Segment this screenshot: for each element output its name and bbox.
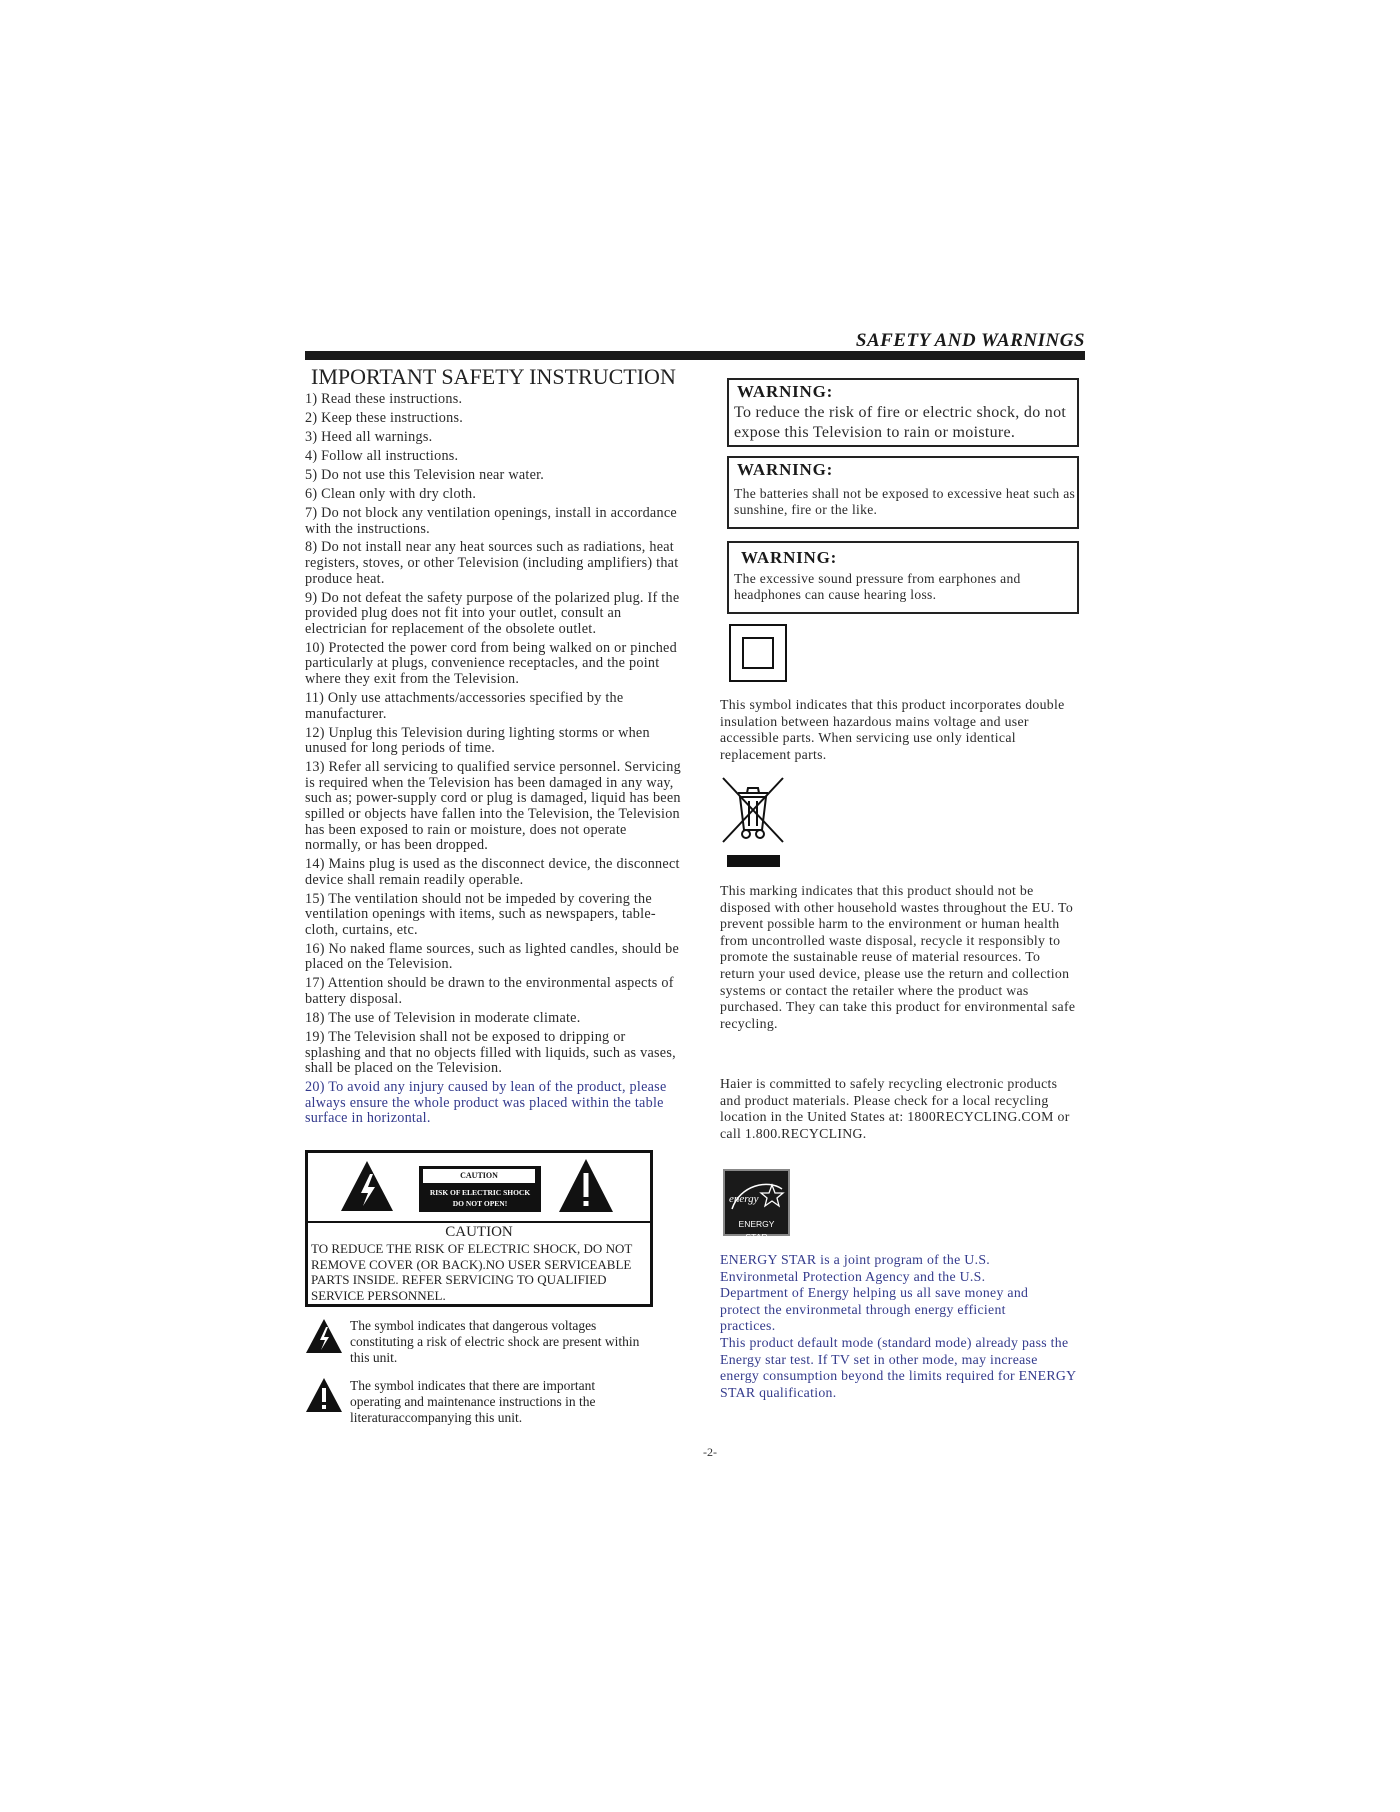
page-heading: IMPORTANT SAFETY INSTRUCTION <box>311 364 676 389</box>
weee-bar <box>727 855 780 867</box>
warning-text: The excessive sound pressure from earphones and headphones can cause hearing loss. <box>734 571 1021 602</box>
double-insulation-icon <box>729 624 787 682</box>
warning-title: WARNING: <box>741 548 838 567</box>
warning-box-hearing <box>727 541 1079 614</box>
instruction-item: 5) Do not use this Television near water. <box>305 466 545 483</box>
instruction-item: 14) Mains plug is used as the disconnect device, the disconnect device shall remain readily operable. <box>305 856 680 888</box>
caution-label-header <box>308 1153 650 1223</box>
instruction-item: 7) Do not block any ventilation openings, install in accordance with the instructions. <box>305 504 677 537</box>
instruction-item: 16) No naked flame sources, such as lighted candles, should be placed on the Television. <box>305 940 680 973</box>
warning-title: WARNING: <box>737 382 834 401</box>
caution-text: TO REDUCE THE RISK OF ELECTRIC SHOCK, DO NOT REMOVE COVER (OR BACK).NO USER SERVICEABLE PARTS INSIDE. REFER SERVICING TO QUALIFIED SERVICE PERSONNEL. <box>311 1241 633 1303</box>
caution-sticker-line1: RISK OF ELECTRIC SHOCK <box>429 1188 531 1197</box>
caution-sticker <box>419 1166 541 1212</box>
instruction-item: 10) Protected the power cord from being walked on or pinched particularly at plugs, convenience receptacles, and the point where they exit from the Television. <box>305 639 677 688</box>
exclamation-warning-icon <box>558 1158 614 1213</box>
instruction-item: 11) Only use attachments/accessories specified by the manufacturer. <box>305 690 624 722</box>
caution-label-box <box>305 1150 653 1307</box>
instruction-item: 13) Refer all servicing to qualified service personnel. Servicing is required when the Television has been damaged in any way, such as; power-supply cord or plug is damaged, liquid has been spilled or objects have fallen into the Television, the Television has been exposed to rain or moisture, does not operate normally, or has been dropped. <box>305 759 681 854</box>
instruction-item: 2) Keep these instructions. <box>305 409 464 426</box>
instruction-item: 6) Clean only with dry cloth. <box>305 485 477 502</box>
instruction-item-highlight: 20) To avoid any injury caused by lean of the product, please always ensure the whole product was placed within the table surface in horizontal. <box>305 1079 667 1127</box>
warning-text: The batteries shall not be exposed to excessive heat such as sunshine, fire or the like. <box>734 486 1076 517</box>
instruction-item: 3) Heed all warnings. <box>305 428 433 445</box>
double-insulation-text: This symbol indicates that this product incorporates double insulation between hazardous mains voltage and user accessible parts. When servicing use only identical replacement parts. <box>720 697 1065 762</box>
exclamation-symbol-text: The symbol indicates that there are important operating and maintenance instructions in the literaturaccompanying this unit. <box>350 1378 596 1426</box>
instruction-item: 1) Read these instructions. <box>305 391 463 407</box>
instruction-item: 17) Attention should be drawn to the environmental aspects of battery disposal. <box>305 975 674 1008</box>
warning-box-batteries <box>727 456 1079 529</box>
energy-mode-text: This product default mode (standard mode) already pass the Energy star test. If TV set in other mode, may increase energy consumption beyond the limits required for ENERGY STAR qualification. <box>720 1335 1076 1400</box>
energy-star-script: energy <box>729 1193 759 1205</box>
caution-sticker-line2: DO NOT OPEN! <box>452 1199 508 1208</box>
weee-text: This marking indicates that this product should not be disposed with other household wastes throughout the EU. To prevent possible harm to the environment or human health from uncontrolled waste disposal, recycle it responsibly to promote the sustainable reuse of material resources. To return your used device, please use the return and collection systems or contact the retailer where the product was purchased. They can take this product for environmental safe recycling. <box>720 883 1076 1031</box>
lightning-symbol-icon <box>305 1318 343 1354</box>
instruction-item: 4) Follow all instructions. <box>305 447 459 464</box>
lightning-warning-icon <box>340 1160 394 1212</box>
energy-star-logo <box>723 1169 790 1242</box>
energy-star-text: ENERGY STAR is a joint program of the U.S. Environmetal Protection Agency and the U.S. Department of Energy helping us all save money and protect the environmetal through energy efficient practices. <box>720 1252 1029 1334</box>
instruction-item: 19) The Television shall not be exposed to dripping or splashing and that no objects filled with liquids, such as vases, shall be placed on the Television. <box>305 1029 676 1077</box>
section-title: SAFETY AND WARNINGS <box>855 330 1085 351</box>
instruction-list <box>305 392 683 1130</box>
instruction-item: 15) The ventilation should not be impeded by covering the ventilation openings with items, such as newspapers, table-cloth, curtains, etc. <box>305 890 656 938</box>
recycling-text: Haier is committed to safely recycling electronic products and product materials. Please check for a local recycling location in the United States at: 1800RECYCLING.COM or call 1.800.RECYCLING. <box>720 1076 1070 1141</box>
caution-sticker-title: CAUTION <box>423 1169 535 1183</box>
warning-title: WARNING: <box>737 460 834 479</box>
instruction-item: 18) The use of Television in moderate climate. <box>305 1010 581 1027</box>
page-number: -2- <box>703 1445 717 1459</box>
instruction-item: 12) Unplug this Television during lighting storms or when unused for long periods of time. <box>305 724 650 757</box>
double-insulation-inner-square <box>742 637 774 669</box>
lightning-symbol-text: The symbol indicates that dangerous voltages constituting a risk of electric shock are present within this unit. <box>350 1318 640 1366</box>
caution-heading: CAUTION <box>445 1224 513 1240</box>
exclamation-symbol-icon <box>305 1377 343 1413</box>
energy-star-band-text: ENERGY STAR <box>728 1218 785 1231</box>
energy-star-band <box>728 1218 785 1242</box>
crossed-bin-icon <box>720 776 786 844</box>
warning-text: To reduce the risk of fire or electric shock, do not expose this Television to rain or moisture. <box>734 404 1067 441</box>
instruction-item: 9) Do not defeat the safety purpose of the polarized plug. If the provided plug does not fit into your outlet, consult an electrician for replacement of the obsolete outlet. <box>305 589 680 637</box>
header-rule <box>305 351 1085 360</box>
warning-box-fire <box>727 378 1079 447</box>
instruction-item: 8) Do not install near any heat sources such as radiations, heat registers, stoves, or other Television (including amplifiers) that produce heat. <box>305 539 679 587</box>
